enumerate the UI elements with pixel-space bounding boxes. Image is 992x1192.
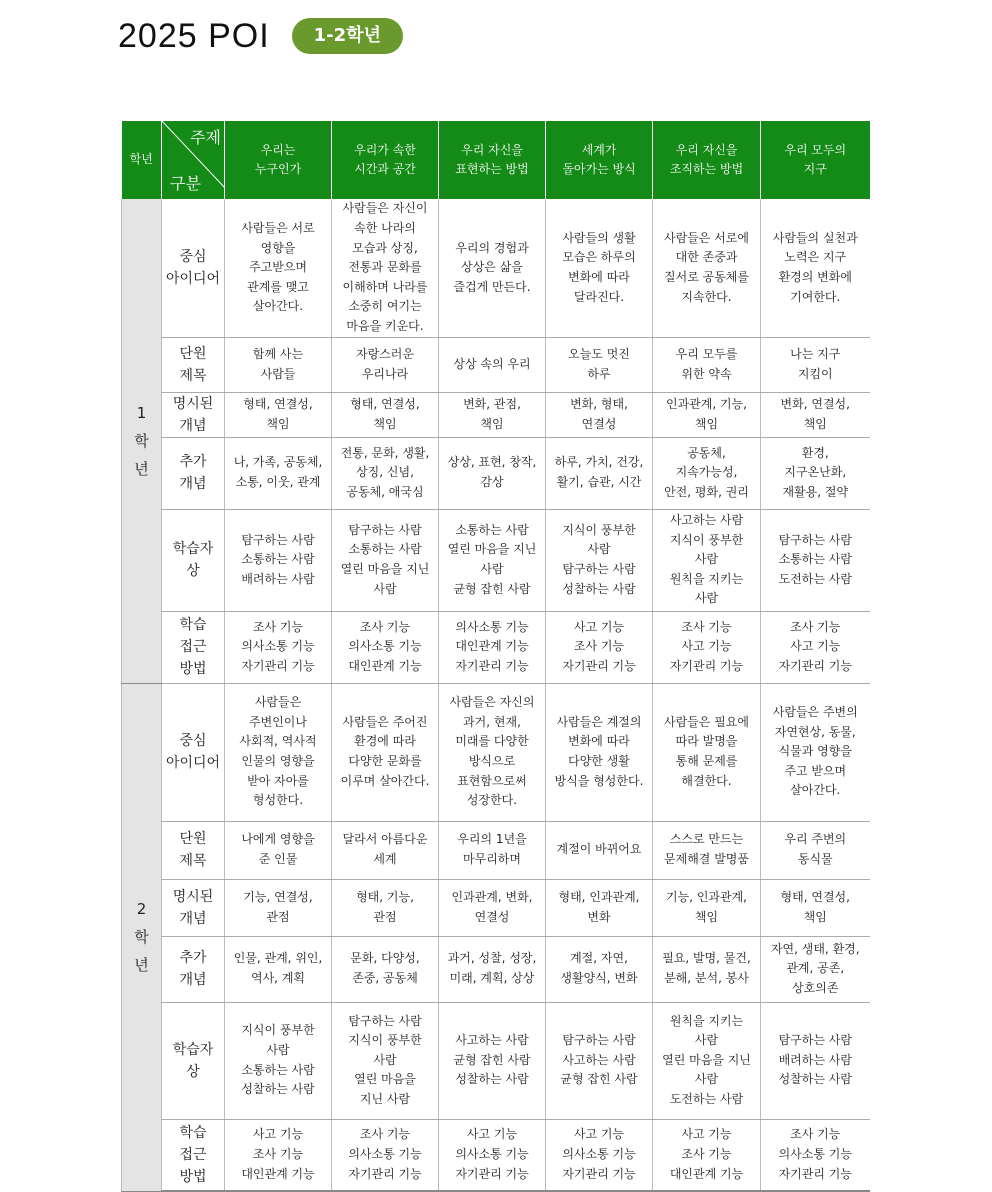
table-cell: 사고하는 사람 균형 잡힌 사람 성찰하는 사람: [439, 1002, 546, 1119]
row-category: 학습 접근 방법: [162, 611, 225, 683]
table-cell: 탐구하는 사람 소통하는 사람 열린 마음을 지닌 사람: [332, 509, 439, 611]
row-category: 중심 아이디어: [162, 199, 225, 337]
row-category: 학습 접근 방법: [162, 1119, 225, 1191]
table-cell: 사람들은 자신의 과거, 현재, 미래를 다양한 방식으로 표현함으로써 성장한다.: [439, 683, 546, 821]
table-cell: 자랑스러운 우리나라: [332, 337, 439, 392]
table-cell: 조사 기능 의사소통 기능 자기관리 기능: [332, 1119, 439, 1191]
table-cell: 사람들의 실천과 노력은 지구 환경의 변화에 기여한다.: [761, 199, 870, 337]
row-category: 단원 제목: [162, 821, 225, 879]
grade-column-header: 학년: [122, 121, 162, 199]
table-row: [122, 611, 870, 683]
table-cell: 사고하는 사람 지식이 풍부한 사람 원칙을 지키는 사람: [653, 509, 761, 611]
page-header: [118, 14, 403, 58]
table-cell: 자연, 생태, 환경, 관계, 공존, 상호의존: [761, 936, 870, 1002]
row-category: 명시된 개념: [162, 879, 225, 936]
table-cell: 기능, 인과관계, 책임: [653, 879, 761, 936]
table-cell: 사람들은 자신이 속한 나라의 모습과 상징, 전통과 문화를 이해하며 나라를 소중히 여기는 마음을 키운다.: [332, 199, 439, 337]
table-cell: 인과관계, 변화, 연결성: [439, 879, 546, 936]
table-cell: 사고 기능 조사 기능 자기관리 기능: [546, 611, 653, 683]
table-cell: 형태, 기능, 관점: [332, 879, 439, 936]
table-cell: 전통, 문화, 생활, 상징, 신념, 공동체, 애국심: [332, 437, 439, 509]
table-cell: 상상 속의 우리: [439, 337, 546, 392]
table-cell: 지식이 풍부한 사람 소통하는 사람 성찰하는 사람: [225, 1002, 332, 1119]
table-cell: 인과관계, 기능, 책임: [653, 392, 761, 437]
table-row: [122, 199, 870, 337]
theme-header: 우리 자신을 표현하는 방법: [439, 121, 546, 199]
row-category: 학습자 상: [162, 1002, 225, 1119]
table-row: [122, 936, 870, 1002]
table-cell: 변화, 연결성, 책임: [761, 392, 870, 437]
theme-header: 우리는 누구인가: [225, 121, 332, 199]
table-cell: 형태, 연결성, 책임: [332, 392, 439, 437]
table-cell: 사람들은 서로에 대한 존중과 질서로 공동체를 지속한다.: [653, 199, 761, 337]
grade-label: 2 학 년: [122, 683, 162, 1191]
table-cell: 형태, 연결성, 책임: [761, 879, 870, 936]
poi-table: [121, 121, 870, 1192]
table-cell: 스스로 만드는 문제해결 발명품: [653, 821, 761, 879]
table-cell: 계절, 자연, 생활양식, 변화: [546, 936, 653, 1002]
theme-header: 우리 자신을 조직하는 방법: [653, 121, 761, 199]
table-cell: 계절이 바뀌어요: [546, 821, 653, 879]
table-cell: 탐구하는 사람 소통하는 사람 도전하는 사람: [761, 509, 870, 611]
corner-theme-label: 주제: [190, 128, 221, 147]
table-cell: 오늘도 멋진 하루: [546, 337, 653, 392]
table-cell: 사람들은 필요에 따라 발명을 통해 문제를 해결한다.: [653, 683, 761, 821]
table-cell: 사람들은 주어진 환경에 따라 다양한 문화를 이루며 살아간다.: [332, 683, 439, 821]
table-cell: 공동체, 지속가능성, 안전, 평화, 권리: [653, 437, 761, 509]
row-category: 추가 개념: [162, 437, 225, 509]
table-row: [122, 392, 870, 437]
table-cell: 변화, 형태, 연결성: [546, 392, 653, 437]
table-cell: 형태, 인과관계, 변화: [546, 879, 653, 936]
table-cell: 과거, 성찰, 성장, 미래, 계획, 상상: [439, 936, 546, 1002]
row-category: 중심 아이디어: [162, 683, 225, 821]
table-cell: 의사소통 기능 대인관계 기능 자기관리 기능: [439, 611, 546, 683]
table-cell: 조사 기능 의사소통 기능 자기관리 기능: [225, 611, 332, 683]
table-cell: 탐구하는 사람 배려하는 사람 성찰하는 사람: [761, 1002, 870, 1119]
table-cell: 지식이 풍부한 사람 탐구하는 사람 성찰하는 사람: [546, 509, 653, 611]
table-row: [122, 1119, 870, 1191]
table-cell: 우리 주변의 동식물: [761, 821, 870, 879]
table-cell: 우리의 1년을 마무리하며: [439, 821, 546, 879]
table-cell: 사람들은 서로 영향을 주고받으며 관계를 맺고 살아간다.: [225, 199, 332, 337]
table-row: [122, 437, 870, 509]
table-cell: 조사 기능 의사소통 기능 대인관계 기능: [332, 611, 439, 683]
theme-header-row: [122, 121, 870, 199]
table-cell: 기능, 연결성, 관점: [225, 879, 332, 936]
table-cell: 탐구하는 사람 소통하는 사람 배려하는 사람: [225, 509, 332, 611]
table-row: [122, 879, 870, 936]
table-cell: 탐구하는 사람 사고하는 사람 균형 잡힌 사람: [546, 1002, 653, 1119]
corner-header: [162, 121, 225, 199]
table-cell: 하루, 가치, 건강, 활기, 습관, 시간: [546, 437, 653, 509]
table-cell: 사고 기능 조사 기능 대인관계 기능: [653, 1119, 761, 1191]
table-cell: 나는 지구 지킴이: [761, 337, 870, 392]
grade-badge: 1-2학년: [292, 18, 403, 54]
theme-header: 세계가 돌아가는 방식: [546, 121, 653, 199]
table-cell: 나에게 영향을 준 인물: [225, 821, 332, 879]
table-cell: 변화, 관점, 책임: [439, 392, 546, 437]
table-cell: 사고 기능 조사 기능 대인관계 기능: [225, 1119, 332, 1191]
theme-header: 우리가 속한 시간과 공간: [332, 121, 439, 199]
table-row: [122, 337, 870, 392]
table-cell: 사람들은 주변인이나 사회적, 역사적 인물의 영향을 받아 자아를 형성한다.: [225, 683, 332, 821]
table-cell: 우리의 경험과 상상은 삶을 즐겁게 만든다.: [439, 199, 546, 337]
table-cell: 인물, 관계, 위인, 역사, 계획: [225, 936, 332, 1002]
table-cell: 우리 모두를 위한 약속: [653, 337, 761, 392]
table-cell: 문화, 다양성, 존중, 공동체: [332, 936, 439, 1002]
table-cell: 사람들은 계절의 변화에 따라 다양한 생활 방식을 형성한다.: [546, 683, 653, 821]
page-title: 2025 POI: [118, 16, 270, 55]
table-cell: 사람들의 생활 모습은 하루의 변화에 따라 달라진다.: [546, 199, 653, 337]
table-cell: 함께 사는 사람들: [225, 337, 332, 392]
row-category: 명시된 개념: [162, 392, 225, 437]
table-cell: 사람들은 주변의 자연현상, 동물, 식물과 영향을 주고 받으며 살아간다.: [761, 683, 870, 821]
table-cell: 사고 기능 의사소통 기능 자기관리 기능: [439, 1119, 546, 1191]
table-cell: 필요, 발명, 물건, 분해, 분석, 봉사: [653, 936, 761, 1002]
table-body: [122, 199, 870, 1191]
theme-header: 우리 모두의 지구: [761, 121, 870, 199]
table-cell: 달라서 아름다운 세계: [332, 821, 439, 879]
table-cell: 조사 기능 사고 기능 자기관리 기능: [761, 611, 870, 683]
table-row: [122, 509, 870, 611]
table-cell: 형태, 연결성, 책임: [225, 392, 332, 437]
table-cell: 상상, 표현, 창작, 감상: [439, 437, 546, 509]
grade-label: 1 학 년: [122, 199, 162, 683]
table-cell: 조사 기능 사고 기능 자기관리 기능: [653, 611, 761, 683]
corner-category-label: 구분: [170, 173, 201, 193]
row-category: 단원 제목: [162, 337, 225, 392]
row-category: 추가 개념: [162, 936, 225, 1002]
table-cell: 사고 기능 의사소통 기능 자기관리 기능: [546, 1119, 653, 1191]
table-cell: 환경, 지구온난화, 재활용, 절약: [761, 437, 870, 509]
row-category: 학습자 상: [162, 509, 225, 611]
table-row: [122, 821, 870, 879]
table-cell: 소통하는 사람 열린 마음을 지닌 사람 균형 잡힌 사람: [439, 509, 546, 611]
table-cell: 탐구하는 사람 지식이 풍부한 사람 열린 마음을 지닌 사람: [332, 1002, 439, 1119]
table-row: [122, 1002, 870, 1119]
table-cell: 원칙을 지키는 사람 열린 마음을 지닌 사람 도전하는 사람: [653, 1002, 761, 1119]
table-cell: 조사 기능 의사소통 기능 자기관리 기능: [761, 1119, 870, 1191]
table-row: [122, 683, 870, 821]
table-cell: 나, 가족, 공동체, 소통, 이웃, 관계: [225, 437, 332, 509]
